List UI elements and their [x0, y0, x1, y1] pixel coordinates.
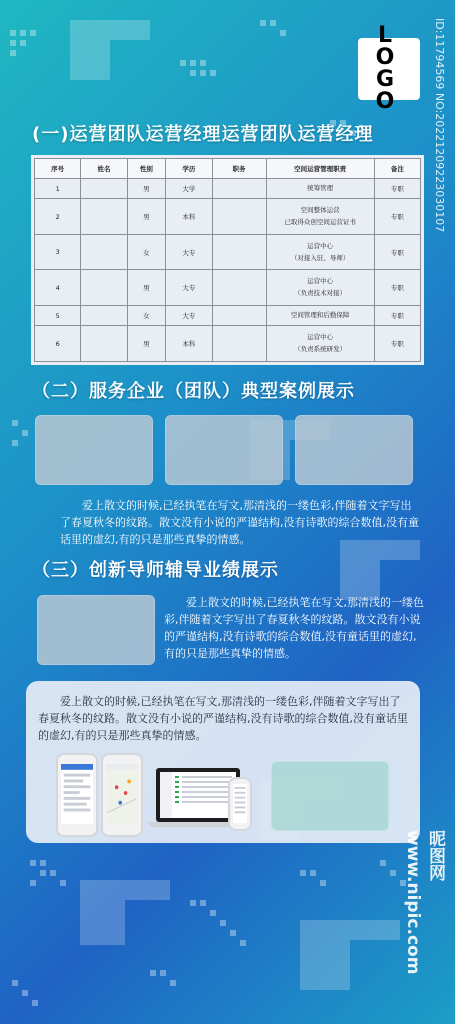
cell-note: 专职 — [374, 306, 420, 326]
cell-note: 专职 — [374, 234, 420, 270]
cell-note: 专职 — [374, 179, 420, 199]
logo-text: LOGO — [375, 23, 403, 114]
cell-education: 本科 — [166, 326, 212, 362]
cell-duties — [266, 234, 374, 270]
cell-position — [212, 179, 266, 199]
cell-note: 专职 — [374, 326, 420, 362]
section-title-mentors: （三）创新导师辅导业绩展示 — [32, 560, 279, 581]
cell-gender: 男 — [127, 199, 166, 235]
cell-gender: 男 — [127, 326, 166, 362]
cell-no: 4 — [35, 270, 81, 306]
cell-no: 1 — [35, 179, 81, 199]
watermark-id: ID:11794569 NO:20221209223030107 — [433, 18, 446, 233]
cell-position — [212, 326, 266, 362]
duty-line: 统筹管理 — [307, 184, 334, 193]
duty-line: 运营中心 — [307, 241, 334, 250]
cell-duties — [266, 179, 374, 199]
duty-line: 已取得众创空间运营证书 — [284, 218, 356, 227]
showcase-panel — [26, 681, 420, 843]
cell-gender: 男 — [127, 270, 166, 306]
cell-note: 专职 — [374, 270, 420, 306]
app-screen-graphic — [61, 764, 93, 824]
cell-note: 专职 — [374, 199, 420, 235]
cell-education: 大专 — [166, 270, 212, 306]
showcase-image-placeholder — [271, 761, 389, 831]
case-image-placeholder-3 — [295, 415, 413, 485]
phone-mockup-3 — [228, 777, 252, 831]
case-image-placeholder-1 — [35, 415, 153, 485]
cell-name — [81, 234, 127, 270]
laptop-screen — [160, 772, 236, 818]
mentors-paragraph: 爱上散文的时候,已经执笔在写文,那清浅的一缕色彩,伴随着文字写出了春夏秋冬的纹路。散文没有小说的严谨结构,没有诗歌的综合数值,没有童话里的虚幻,有的只是那些真挚的情感。 — [164, 596, 424, 660]
cell-duties — [266, 199, 374, 235]
cell-gender: 女 — [127, 234, 166, 270]
cell-education: 大学 — [166, 179, 212, 199]
table-row — [35, 234, 421, 270]
cell-position — [212, 199, 266, 235]
header-education: 学历 — [166, 159, 212, 179]
cell-duties — [266, 306, 374, 326]
phone-screen — [106, 764, 138, 824]
duty-line: （负责系统研发） — [294, 345, 347, 354]
table-row — [35, 270, 421, 306]
header-no: 序号 — [35, 159, 81, 179]
case-image-placeholder-2 — [165, 415, 283, 485]
showcase-paragraph: 爱上散文的时候,已经执笔在写文,那清浅的一缕色彩,伴随着文字写出了春夏秋冬的纹路。散文没有小说的严谨结构,没有诗歌的综合数值,没有童话里的虚幻,有的只是那些真挚的情感。 — [38, 695, 408, 742]
header-gender: 性别 — [127, 159, 166, 179]
table-row — [35, 179, 421, 199]
table-row — [35, 306, 421, 326]
dashboard-graphic — [160, 772, 236, 818]
duty-line: 空间整体运营 — [300, 206, 340, 215]
cell-gender: 女 — [127, 306, 166, 326]
map-screen-graphic — [106, 764, 138, 824]
table-row — [35, 326, 421, 362]
header-position: 职务 — [212, 159, 266, 179]
cell-name — [81, 199, 127, 235]
duty-line: （对接入驻、导师） — [290, 253, 350, 262]
duty-line: 运营中心 — [307, 277, 334, 286]
cell-name — [81, 179, 127, 199]
header-name: 姓名 — [81, 159, 127, 179]
cell-duties — [266, 270, 374, 306]
mentor-image-placeholder — [37, 595, 155, 665]
cell-name — [81, 326, 127, 362]
duty-line: （负责技术对接） — [294, 289, 347, 298]
list-screen-graphic — [233, 784, 247, 823]
cell-position — [212, 306, 266, 326]
cell-education: 本科 — [166, 199, 212, 235]
section-title-cases: （二）服务企业（团队）典型案例展示 — [32, 381, 355, 402]
cell-no: 5 — [35, 306, 81, 326]
table-row — [35, 199, 421, 235]
cell-no: 2 — [35, 199, 81, 235]
phone-screen — [61, 764, 93, 824]
cell-no: 3 — [35, 234, 81, 270]
section-title-team: (一)运营团队运营经理运营团队运营经理 — [32, 124, 374, 145]
table-header-row — [35, 159, 421, 179]
header-duties: 空间运营管理职责 — [266, 159, 374, 179]
team-table — [31, 155, 424, 365]
cell-education: 大专 — [166, 234, 212, 270]
cell-position — [212, 234, 266, 270]
duty-line: 空间管理和后勤保障 — [290, 311, 350, 320]
header-note: 备注 — [374, 159, 420, 179]
cases-paragraph: 爱上散文的时候,已经执笔在写文,那清浅的一缕色彩,伴随着文字写出了春夏秋冬的纹路。散文没有小说的严谨结构,没有诗歌的综合数值,没有童话里的虚幻,有的只是那些真挚的情感。 — [60, 499, 419, 546]
duty-line: 运营中心 — [307, 333, 334, 342]
phone-screen — [233, 784, 247, 823]
watermark-site: 昵图网 www.nipic.com — [403, 830, 445, 975]
cell-no: 6 — [35, 326, 81, 362]
cell-name — [81, 306, 127, 326]
cell-name — [81, 270, 127, 306]
cell-gender: 男 — [127, 179, 166, 199]
phone-mockup-2 — [101, 753, 143, 837]
logo — [358, 23, 420, 114]
cell-education: 大专 — [166, 306, 212, 326]
cell-position — [212, 270, 266, 306]
phone-mockup-1 — [56, 753, 98, 837]
cell-duties — [266, 326, 374, 362]
